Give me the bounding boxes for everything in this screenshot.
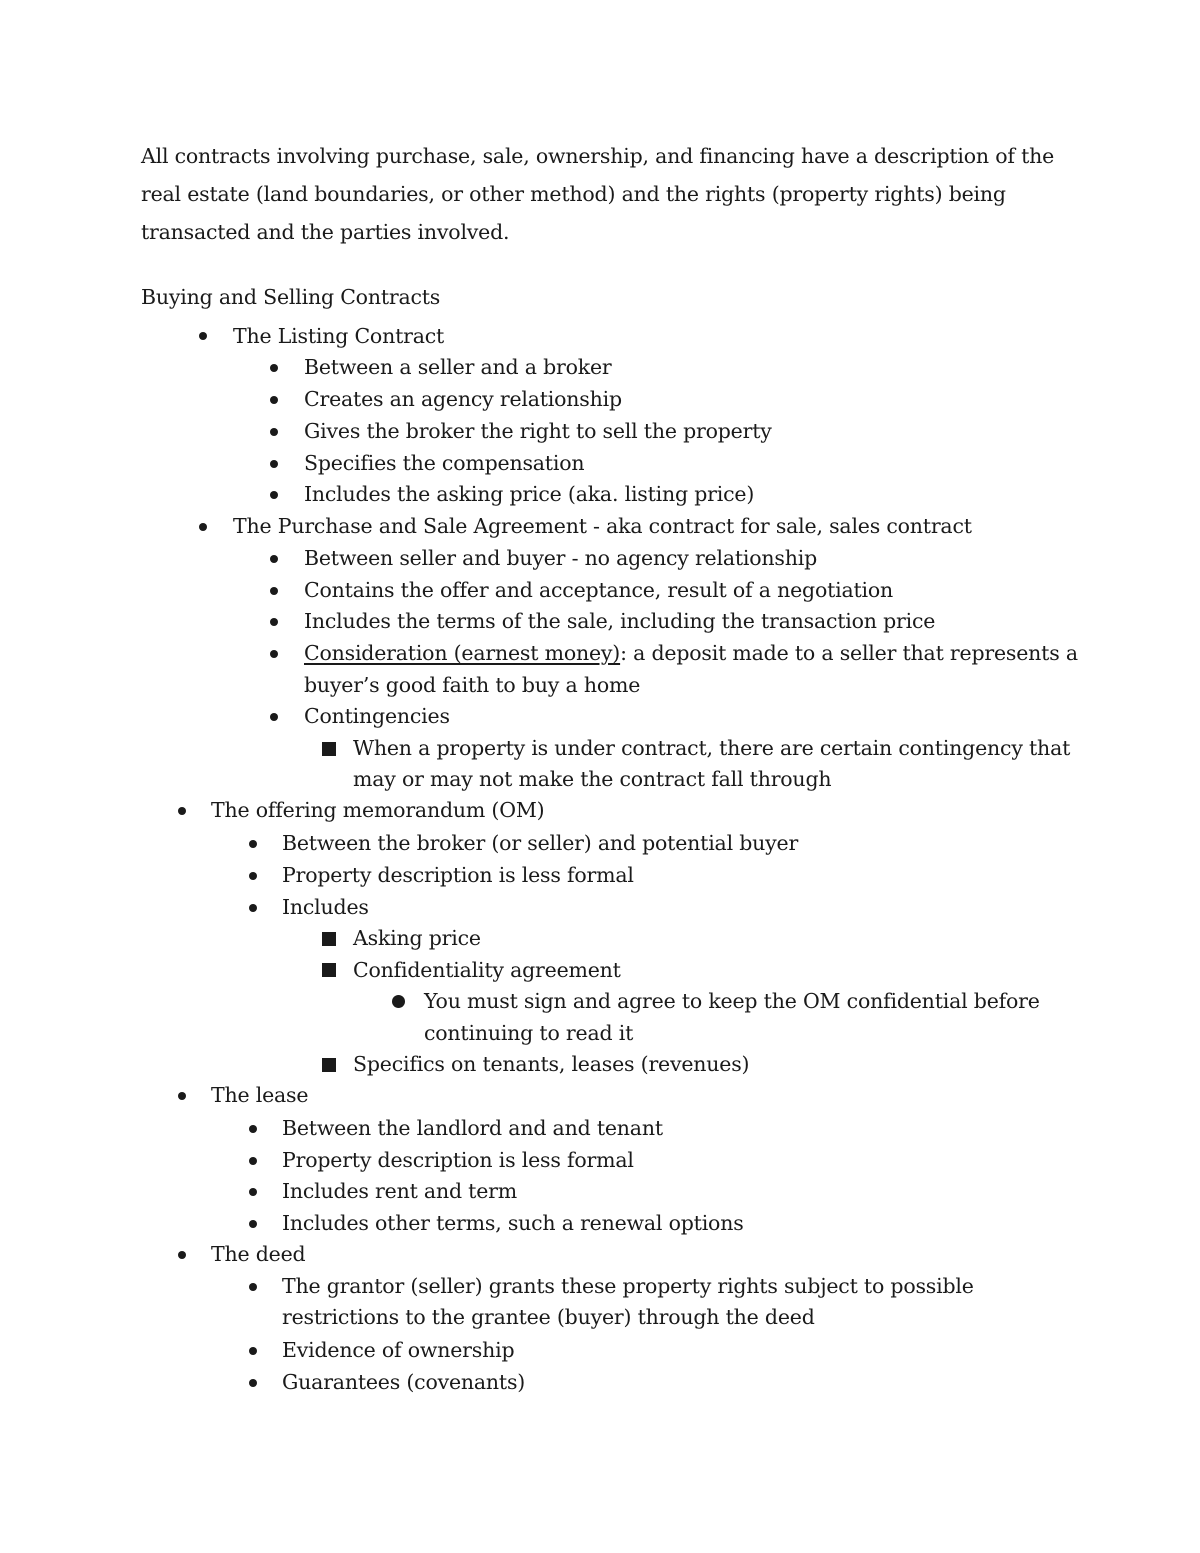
list-item: Evidence of ownership — [282, 1338, 515, 1362]
square-bullet-icon — [322, 963, 336, 977]
listing-contract-title: The Listing Contract — [233, 324, 445, 348]
bullet-icon — [249, 1125, 257, 1133]
offering-memorandum-title: The offering memorandum (OM) — [211, 798, 545, 822]
consideration-term: Consideration (earnest money) — [304, 641, 621, 665]
list-item: Contains the offer and acceptance, result of a negotiation — [304, 578, 894, 602]
intro-paragraph: All contracts involving purchase, sale, ownership, and financing have a description of the real estate (land boundaries, or other method) and the rights (property rights) being transacted and the parties involved. — [141, 144, 1055, 244]
bullet-icon — [249, 840, 257, 848]
bullet-icon — [270, 396, 278, 404]
contingency-detail-continuation: may or may not make the contract fall through — [353, 767, 832, 791]
bullet-icon — [178, 1251, 186, 1259]
grantor-item: The grantor (seller) grants these property rights subject to possible — [282, 1274, 974, 1298]
bullet-icon — [270, 618, 278, 626]
consideration-item — [304, 637, 1078, 669]
bullet-icon — [249, 1283, 257, 1291]
bullet-icon — [178, 807, 186, 815]
contingency-detail: When a property is under contract, there are certain contingency that — [353, 736, 1071, 760]
bullet-icon — [270, 460, 278, 468]
bullet-icon — [199, 332, 207, 340]
grantor-item-continuation: restrictions to the grantee (buyer) through the deed — [282, 1305, 815, 1329]
list-item: Specifies the compensation — [304, 451, 585, 475]
om-include-confidentiality: Confidentiality agreement — [353, 958, 621, 982]
confidentiality-detail: You must sign and agree to keep the OM confidential before — [424, 989, 1040, 1013]
list-item: Property description is less formal — [282, 1148, 634, 1172]
bullet-icon — [249, 872, 257, 880]
bullet-icon — [249, 1220, 257, 1228]
om-include-specifics: Specifics on tenants, leases (revenues) — [353, 1052, 750, 1076]
square-bullet-icon — [322, 932, 336, 946]
om-include-asking: Asking price — [353, 926, 481, 950]
bullet-icon — [270, 555, 278, 563]
list-item: Includes other terms, such a renewal options — [282, 1211, 744, 1235]
bullet-icon — [178, 1092, 186, 1100]
bullet-icon — [270, 491, 278, 499]
bullet-icon — [249, 1379, 257, 1387]
bullet-icon — [249, 1157, 257, 1165]
bullet-icon — [270, 713, 278, 721]
list-item: Between a seller and a broker — [304, 355, 612, 379]
round-bullet-icon — [392, 995, 405, 1008]
list-item: Includes the terms of the sale, including the transaction price — [304, 609, 936, 633]
list-item: Property description is less formal — [282, 863, 634, 887]
list-item: Guarantees (covenants) — [282, 1370, 526, 1394]
square-bullet-icon — [322, 1058, 336, 1072]
list-item: Between the broker (or seller) and potential buyer — [282, 831, 799, 855]
bullet-icon — [199, 523, 207, 531]
consideration-continuation: buyer’s good faith to buy a home — [304, 673, 641, 697]
confidentiality-detail-continuation: continuing to read it — [424, 1021, 634, 1045]
list-item: Creates an agency relationship — [304, 387, 622, 411]
deed-title: The deed — [211, 1242, 306, 1266]
purchase-agreement-title: The Purchase and Sale Agreement - aka contract for sale, sales contract — [233, 514, 972, 538]
list-item: Includes rent and term — [282, 1179, 517, 1203]
list-item: Gives the broker the right to sell the property — [304, 419, 772, 443]
list-item: Includes the asking price (aka. listing price) — [304, 482, 755, 506]
list-item: Between the landlord and and tenant — [282, 1116, 663, 1140]
bullet-icon — [249, 1347, 257, 1355]
list-item: Between seller and buyer - no agency relationship — [304, 546, 818, 570]
bullet-icon — [270, 587, 278, 595]
list-item: Includes — [282, 895, 369, 919]
lease-title: The lease — [211, 1083, 309, 1107]
bullet-icon — [249, 904, 257, 912]
section-heading: Buying and Selling Contracts — [141, 285, 441, 309]
square-bullet-icon — [322, 742, 336, 756]
consideration-rest: : a deposit made to a seller that represents a — [620, 641, 1078, 665]
bullet-icon — [270, 650, 278, 658]
bullet-icon — [249, 1188, 257, 1196]
bullet-icon — [270, 428, 278, 436]
contingencies-item: Contingencies — [304, 704, 450, 728]
bullet-icon — [270, 364, 278, 372]
